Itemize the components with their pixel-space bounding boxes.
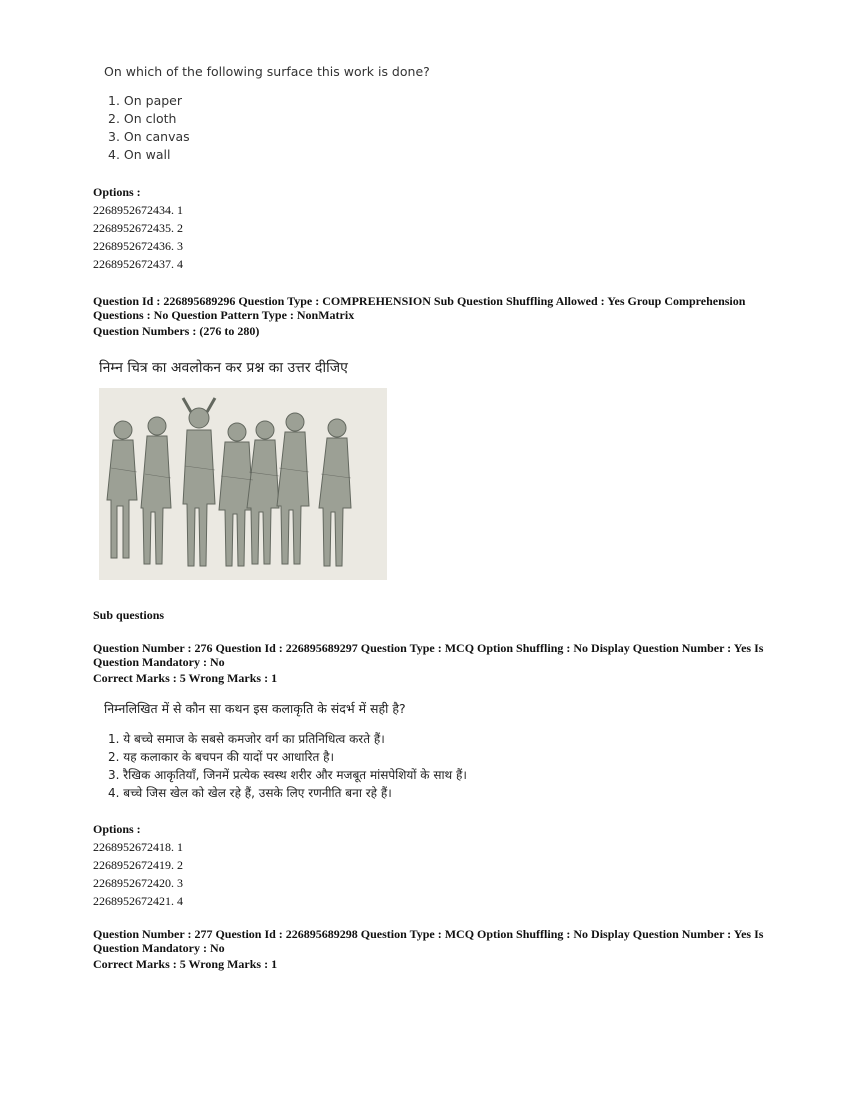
group-instruction: निम्न चित्र का अवलोकन कर प्रश्न का उत्तर दीजिए (99, 360, 348, 376)
figures-sketch (99, 388, 387, 580)
q276-option-3: 2268952672420. 3 (93, 876, 183, 890)
prev-option-2: 2268952672435. 2 (93, 221, 183, 235)
q276-meta-line-1: Question Number : 276 Question Id : 226895689297 Question Type : MCQ Option Shuffling : No Display Question Number : Yes Is (93, 641, 764, 655)
q277-marks: Correct Marks : 5 Wrong Marks : 1 (93, 957, 278, 971)
artwork-image (99, 388, 387, 580)
q276-options-label: Options : (93, 822, 141, 836)
q277-meta-line-1: Question Number : 277 Question Id : 226895689298 Question Type : MCQ Option Shuffling : No Display Question Number : Yes Is (93, 927, 764, 941)
prev-option-3: 2268952672436. 3 (93, 239, 183, 253)
q276-choice-3: 3. रैखिक आकृतियाँ, जिनमें प्रत्येक स्वस्थ शरीर और मजबूत मांसपेशियों के साथ हैं। (108, 768, 467, 782)
prev-option-4: 2268952672437. 4 (93, 257, 183, 271)
prev-question-text: On which of the following surface this work is done? (104, 64, 430, 79)
prev-choice-2: 2. On cloth (108, 111, 177, 126)
q276-option-2: 2268952672419. 2 (93, 858, 183, 872)
group-meta-line-2: Questions : No Question Pattern Type : NonMatrix (93, 308, 355, 322)
group-meta-line-1: Question Id : 226895689296 Question Type : COMPREHENSION Sub Question Shuffling Allowed : Yes Group Comprehension (93, 294, 746, 308)
prev-choice-4: 4. On wall (108, 147, 171, 162)
prev-choice-3: 3. On canvas (108, 129, 190, 144)
q276-meta-line-2: Question Mandatory : No (93, 655, 225, 669)
q276-option-1: 2268952672418. 1 (93, 840, 183, 854)
q276-choice-4: 4. बच्चे जिस खेल को खेल रहे हैं, उसके लिए रणनीति बना रहे हैं। (108, 786, 392, 800)
q276-choice-2: 2. यह कलाकार के बचपन की यादों पर आधारित है। (108, 750, 335, 764)
prev-choice-1: 1. On paper (108, 93, 182, 108)
prev-options-label: Options : (93, 185, 141, 199)
q276-option-4: 2268952672421. 4 (93, 894, 183, 908)
q277-meta-line-2: Question Mandatory : No (93, 941, 225, 955)
prev-option-1: 2268952672434. 1 (93, 203, 183, 217)
sub-questions-label: Sub questions (93, 608, 165, 622)
q276-question-text: निम्नलिखित में से कौन सा कथन इस कलाकृति के संदर्भ में सही है? (104, 701, 406, 716)
q276-marks: Correct Marks : 5 Wrong Marks : 1 (93, 671, 278, 685)
q276-choice-1: 1. ये बच्चे समाज के सबसे कमजोर वर्ग का प्रतिनिधित्व करते हैं। (108, 732, 385, 746)
group-meta-line-3: Question Numbers : (276 to 280) (93, 324, 260, 338)
